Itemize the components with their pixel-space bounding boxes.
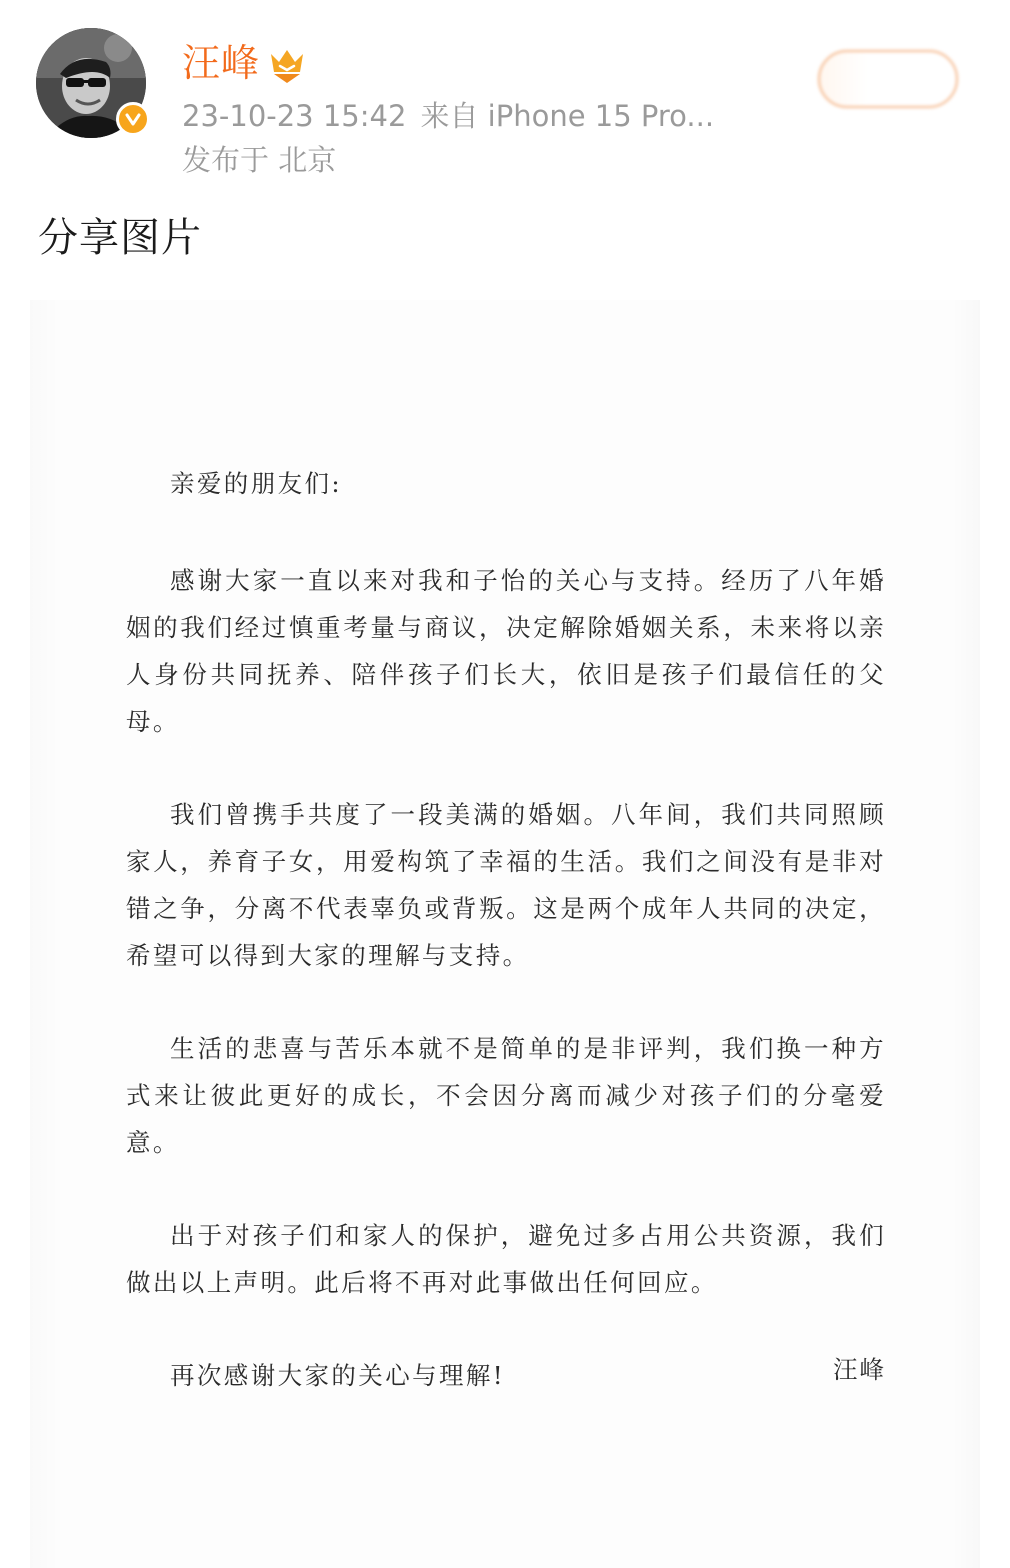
- letter-image[interactable]: [30, 300, 980, 1568]
- post-meta: [182, 96, 714, 136]
- letter-greeting: 亲爱的朋友们:: [170, 469, 343, 498]
- letter-paragraph: 出于对孩子们和家人的保护，避免过多占用公共资源，我们做出以上声明。此后将不再对此事做出任何回应。: [126, 1221, 886, 1297]
- verified-badge-icon: [116, 102, 150, 136]
- vip-crown-icon[interactable]: [266, 44, 308, 84]
- post-header: [0, 0, 1010, 200]
- letter-paragraph: 感谢大家一直以来对我和子怡的关心与支持。经历了八年婚姻的我们经过慎重考量与商议，决定解除婚姻关系，未来将以亲人身份共同抚养、陪伴孩子们长大，依旧是孩子们最信任的父母。: [126, 566, 886, 736]
- avatar[interactable]: [36, 28, 146, 138]
- post-timestamp: 23-10-23 15:42: [182, 99, 407, 133]
- letter-body: [126, 460, 886, 1445]
- post-source: 来自 iPhone 15 Pro...: [420, 99, 715, 133]
- letter-signature: 汪峰: [833, 1355, 886, 1384]
- letter-paragraph: 我们曾携手共度了一段美满的婚姻。八年间，我们共同照顾家人，养育子女，用爱构筑了幸福的生活。我们之间没有是非对错之争，分离不代表辜负或背叛。这是两个成年人共同的决定，希望可以得到大家的理解与支持。: [126, 800, 886, 970]
- post-text: 分享图片: [38, 215, 202, 261]
- follow-button[interactable]: [818, 50, 958, 108]
- username[interactable]: 汪峰: [182, 41, 261, 85]
- letter-paragraph: 生活的悲喜与苦乐本就不是简单的是非评判，我们换一种方式来让彼此更好的成长，不会因分离而减少对孩子们的分毫爱意。: [126, 1034, 886, 1157]
- letter-closing: 再次感谢大家的关心与理解!: [170, 1361, 506, 1390]
- post-location: 发布于 北京: [182, 143, 337, 177]
